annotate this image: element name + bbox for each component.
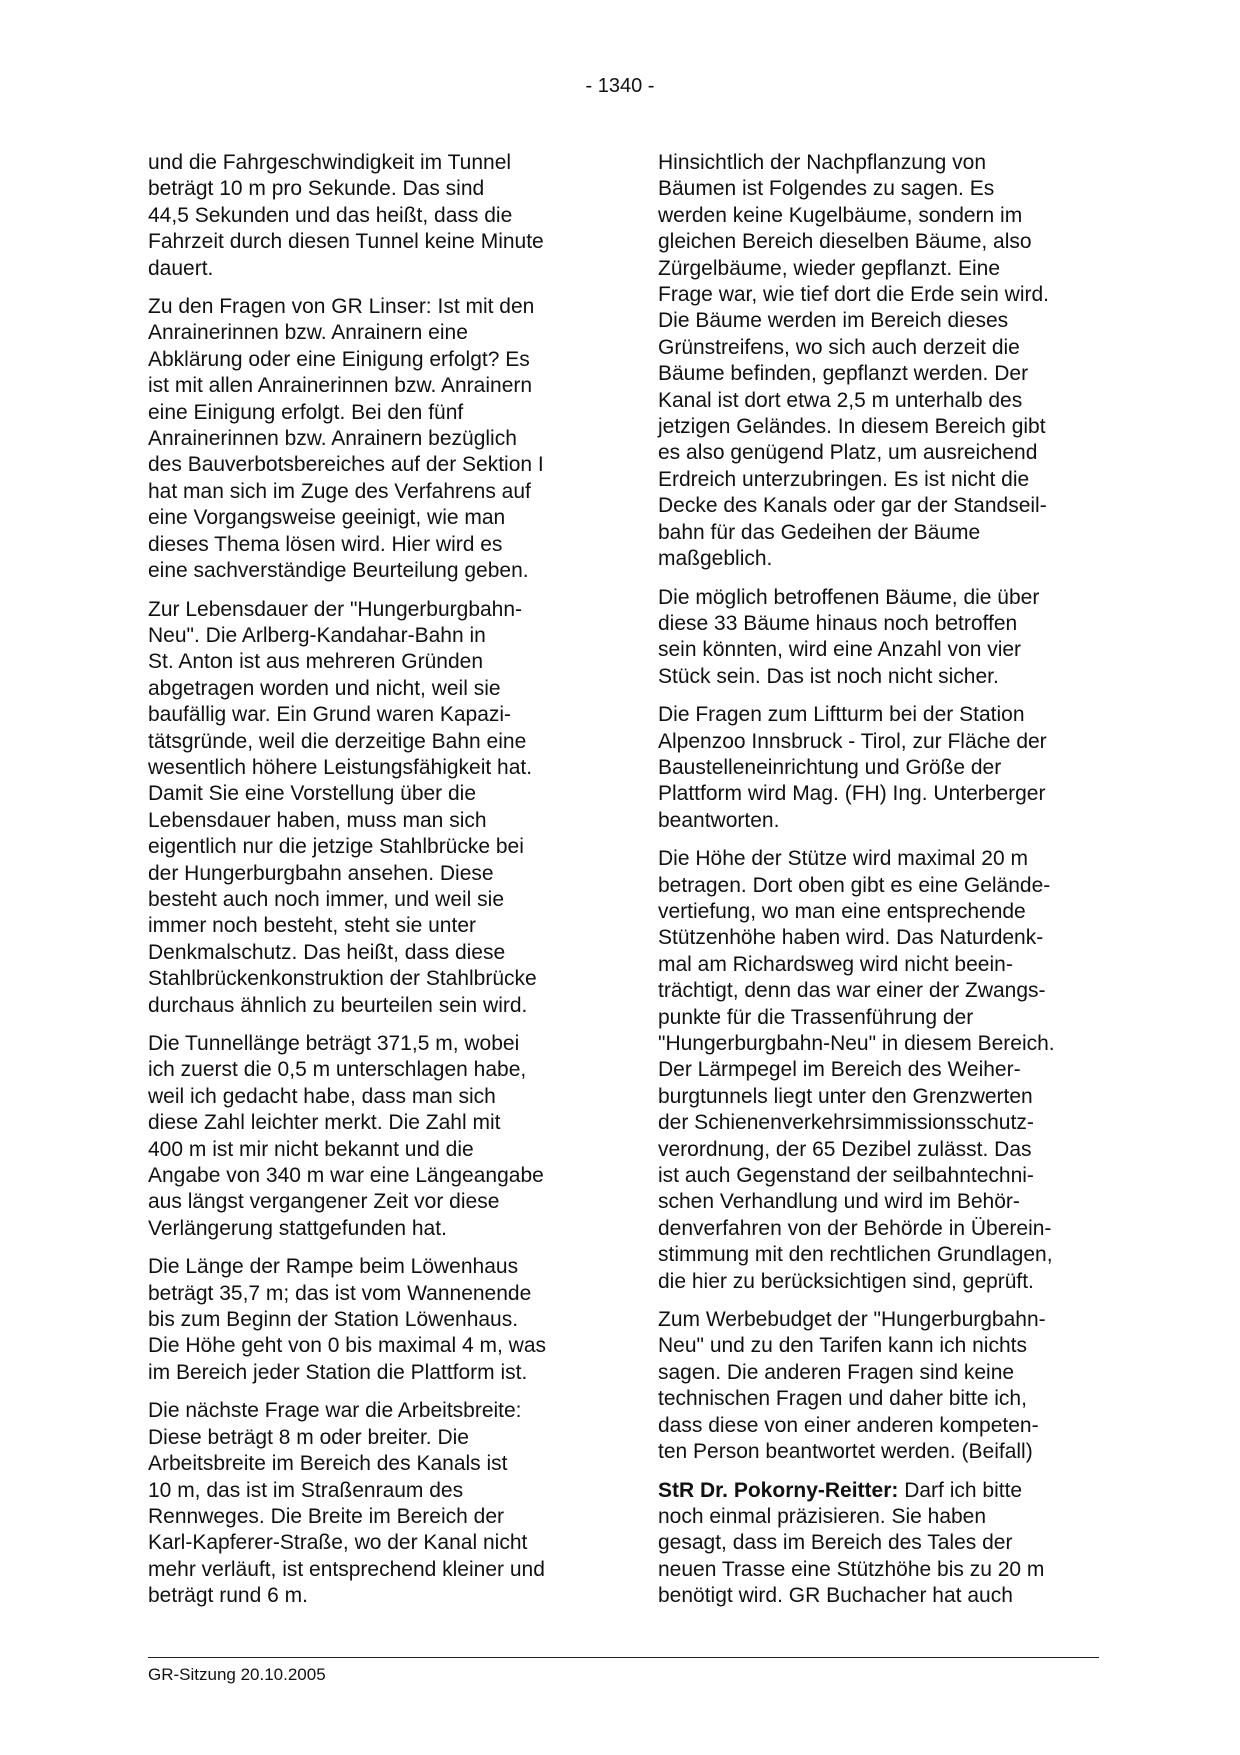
text-line: denverfahren von der Behörde in Überein- xyxy=(658,1216,1052,1240)
text-line: Arbeitsbreite im Bereich des Kanals ist xyxy=(148,1452,508,1476)
text-line: mal am Richardsweg wird nicht beein- xyxy=(658,952,1013,976)
text-line: schen Verhandlung und wird im Behör- xyxy=(658,1190,1020,1214)
text-line: St. Anton ist aus mehreren Gründen xyxy=(148,650,484,674)
text-line: Verlängerung stattgefunden hat. xyxy=(148,1216,447,1240)
text-line: ich zuerst die 0,5 m unterschlagen habe, xyxy=(148,1058,527,1082)
paragraph xyxy=(148,1031,595,1242)
paragraph xyxy=(658,585,1105,691)
text-line: Die Länge der Rampe beim Löwenhaus xyxy=(148,1255,519,1279)
text-line: Der Lärmpegel im Bereich des Weiher- xyxy=(658,1058,1021,1082)
text-line: Angabe von 340 m war eine Längeangabe xyxy=(148,1164,544,1188)
text-line: dieses Thema lösen wird. Hier wird es xyxy=(148,532,503,556)
text-line: sagen. Die anderen Fragen sind keine xyxy=(658,1360,1015,1384)
text-line: besteht auch noch immer, und weil sie xyxy=(148,887,505,911)
text-line: Zum Werbebudget der "Hungerburgbahn- xyxy=(658,1308,1046,1332)
paragraph xyxy=(658,1307,1105,1465)
page-number: - 1340 - xyxy=(585,75,655,97)
text-line: ten Person beantwortet werden. (Beifall) xyxy=(658,1440,1033,1464)
text-line: technischen Fragen und daher bitte ich, xyxy=(658,1387,1027,1411)
footer-text: GR-Sitzung 20.10.2005 xyxy=(148,1665,326,1684)
text-line: Stück sein. Das ist noch nicht sicher. xyxy=(658,664,999,688)
text-line: wesentlich höhere Leistungsfähigkeit hat. xyxy=(148,755,533,779)
text-line: ist mit allen Anrainerinnen bzw. Anrainern xyxy=(148,374,533,398)
text-line: bahn für das Gedeihen der Bäume xyxy=(658,520,981,544)
text-line: 400 m ist mir nicht bekannt und die xyxy=(148,1137,474,1161)
text-line: Hinsichtlich der Nachpflanzung von xyxy=(658,151,987,174)
paragraph xyxy=(658,846,1105,1295)
text-line: der Hungerburgbahn ansehen. Diese xyxy=(148,861,494,885)
text-line: Damit Sie eine Vorstellung über die xyxy=(148,782,477,806)
text-line: vertiefung, wo man eine entsprechende xyxy=(658,899,1026,923)
text-line: diese Zahl leichter merkt. Die Zahl mit xyxy=(148,1111,501,1135)
text-line: benötigt wird. GR Buchacher hat auch xyxy=(658,1584,1013,1608)
paragraph xyxy=(148,597,595,1020)
right-column xyxy=(658,150,1105,1622)
text-line: Lebensdauer haben, muss man sich xyxy=(148,808,487,832)
text-line: Diese beträgt 8 m oder breiter. Die xyxy=(148,1425,469,1449)
text-line: ist auch Gegenstand der seilbahntechni- xyxy=(658,1164,1034,1188)
paragraph xyxy=(148,150,595,282)
footer-rule xyxy=(148,1657,1099,1658)
text-line: beträgt rund 6 m. xyxy=(148,1584,308,1608)
text-line: Die Bäume werden im Bereich dieses xyxy=(658,309,1009,333)
paragraph xyxy=(148,1398,595,1609)
text-line: Decke des Kanals oder gar der Standseil- xyxy=(658,494,1047,518)
text-line: 44,5 Sekunden und das heißt, dass die xyxy=(148,203,513,227)
text-line: maßgeblich. xyxy=(658,547,773,571)
paragraph xyxy=(148,294,595,584)
text-line: eine Einigung erfolgt. Bei den fünf xyxy=(148,400,464,424)
text-line: dauert. xyxy=(148,256,214,280)
text-line: Bäumen ist Folgendes zu sagen. Es xyxy=(658,177,995,201)
text-line: Anrainerinnen bzw. Anrainern eine xyxy=(148,321,468,345)
text-line: der Schienenverkehrsimmissionsschutz- xyxy=(658,1111,1034,1135)
text-line: Stahlbrückenkonstruktion der Stahlbrücke xyxy=(148,967,537,991)
text-line: Zur Lebensdauer der "Hungerburgbahn- xyxy=(148,597,523,621)
text-line: Alpenzoo Innsbruck - Tirol, zur Fläche der xyxy=(658,729,1047,753)
text-line: Rennweges. Die Breite im Bereich der xyxy=(148,1504,504,1528)
text-line: Anrainerinnen bzw. Anrainern bezüglich xyxy=(148,427,517,451)
text-line: dass diese von einer anderen kompeten- xyxy=(658,1413,1039,1437)
paragraph xyxy=(658,150,1105,573)
text-line: aus längst vergangener Zeit vor diese xyxy=(148,1190,500,1214)
text-line: betragen. Dort oben gibt es eine Gelände- xyxy=(658,873,1051,897)
left-column xyxy=(148,150,595,1622)
text-line: stimmung mit den rechtlichen Grundlagen, xyxy=(658,1243,1053,1267)
text-line: hat man sich im Zuge des Verfahrens auf xyxy=(148,479,531,503)
text-line: neuen Trasse eine Stützhöhe bis zu 20 m xyxy=(658,1557,1045,1581)
text-line: abgetragen worden und nicht, weil sie xyxy=(148,676,501,700)
text-line: jetzigen Geländes. In diesem Bereich gibt xyxy=(658,415,1046,439)
text-line: mehr verläuft, ist entsprechend kleiner und xyxy=(148,1557,545,1581)
text-line: beträgt 35,7 m; das ist vom Wannenende xyxy=(148,1281,532,1305)
text-line: 10 m, das ist im Straßenraum des xyxy=(148,1478,464,1502)
text-line: Grünstreifens, wo sich auch derzeit die xyxy=(658,335,1020,359)
text-line: weil ich gedacht habe, dass man sich xyxy=(148,1084,496,1108)
text-line: Stützenhöhe haben wird. Das Naturdenk- xyxy=(658,926,1044,950)
text-line: Kanal ist dort etwa 2,5 m unterhalb des xyxy=(658,388,1023,412)
text-line: des Bauverbotsbereiches auf der Sektion I xyxy=(148,453,544,477)
text-line: Fahrzeit durch diesen Tunnel keine Minute xyxy=(148,230,544,254)
text-line: es also genügend Platz, um ausreichend xyxy=(658,441,1038,465)
text-line: bis zum Beginn der Station Löwenhaus. xyxy=(148,1308,519,1332)
text-line: diese 33 Bäume hinaus noch betroffen xyxy=(658,611,1018,635)
text-line: eine Vorgangsweise geeinigt, wie man xyxy=(148,506,506,530)
text-line: Neu" und zu den Tarifen kann ich nichts xyxy=(658,1334,1027,1358)
text-line: Die Tunnellänge beträgt 371,5 m, wobei xyxy=(148,1032,520,1055)
text-line: Neu". Die Arlberg-Kandahar-Bahn in xyxy=(148,623,486,647)
paragraph xyxy=(148,1254,595,1386)
text-line: sein könnten, wird eine Anzahl von vier xyxy=(658,638,1022,662)
text-line: eigentlich nur die jetzige Stahlbrücke bei xyxy=(148,835,524,859)
text-line: durchaus ähnlich zu beurteilen sein wird. xyxy=(148,993,528,1017)
text-line: punkte für die Trassenführung der xyxy=(658,1005,974,1029)
text-line xyxy=(658,1478,1105,1504)
text-line: Zu den Fragen von GR Linser: Ist mit den xyxy=(148,295,535,319)
text-line: Die Höhe geht von 0 bis maximal 4 m, was xyxy=(148,1334,547,1358)
speaker-name: StR Dr. Pokorny-Reitter: xyxy=(658,1478,899,1502)
text-line: Plattform wird Mag. (FH) Ing. Unterberger xyxy=(658,782,1046,806)
speaker-text: Darf ich bitte xyxy=(898,1478,1023,1502)
text-line: tätsgründe, weil die derzeitige Bahn eine xyxy=(148,729,527,753)
text-line: immer noch besteht, steht sie unter xyxy=(148,914,476,938)
text-line: im Bereich jeder Station die Plattform ist. xyxy=(148,1360,528,1384)
text-line: gesagt, dass im Bereich des Tales der xyxy=(658,1531,1013,1555)
text-line: werden keine Kugelbäume, sondern im xyxy=(658,203,1023,227)
text-line: eine sachverständige Beurteilung geben. xyxy=(148,559,529,583)
text-line: Karl-Kapferer-Straße, wo der Kanal nicht xyxy=(148,1531,528,1555)
text-line: Bäume befinden, gepflanzt werden. Der xyxy=(658,362,1029,386)
text-line: trächtigt, denn das war einer der Zwangs- xyxy=(658,979,1046,1003)
text-line: beträgt 10 m pro Sekunde. Das sind xyxy=(148,177,485,201)
text-line: Die nächste Frage war die Arbeitsbreite: xyxy=(148,1399,522,1423)
text-line: verordnung, der 65 Dezibel zulässt. Das xyxy=(658,1137,1032,1161)
paragraph xyxy=(658,702,1105,834)
text-line: noch einmal präzisieren. Sie haben xyxy=(658,1504,987,1528)
text-line: gleichen Bereich dieselben Bäume, also xyxy=(658,230,1032,254)
text-line: die hier zu berücksichtigen sind, geprüft. xyxy=(658,1269,1034,1293)
text-line: Die möglich betroffenen Bäume, die über xyxy=(658,585,1040,609)
text-line: Die Fragen zum Liftturm bei der Station xyxy=(658,703,1025,727)
paragraph-speaker xyxy=(658,1478,1105,1610)
text-line: burgtunnels liegt unter den Grenzwerten xyxy=(658,1084,1033,1108)
text-line: Abklärung oder eine Einigung erfolgt? Es xyxy=(148,347,530,371)
text-line: und die Fahrgeschwindigkeit im Tunnel xyxy=(148,151,512,174)
text-line: Denkmalschutz. Das heißt, dass diese xyxy=(148,940,506,964)
text-line: Zürgelbäume, wieder gepflanzt. Eine xyxy=(658,256,1001,280)
text-line: Baustelleneinrichtung und Größe der xyxy=(658,755,1002,779)
text-line: baufällig war. Ein Grund waren Kapazi- xyxy=(148,703,512,727)
text-line: Die Höhe der Stütze wird maximal 20 m xyxy=(658,847,1028,871)
text-line: Frage war, wie tief dort die Erde sein wird. xyxy=(658,283,1050,307)
text-line: "Hungerburgbahn-Neu" in diesem Bereich. xyxy=(658,1032,1055,1055)
text-line: beantworten. xyxy=(658,808,780,832)
text-line: Erdreich unterzubringen. Es ist nicht die xyxy=(658,467,1030,491)
